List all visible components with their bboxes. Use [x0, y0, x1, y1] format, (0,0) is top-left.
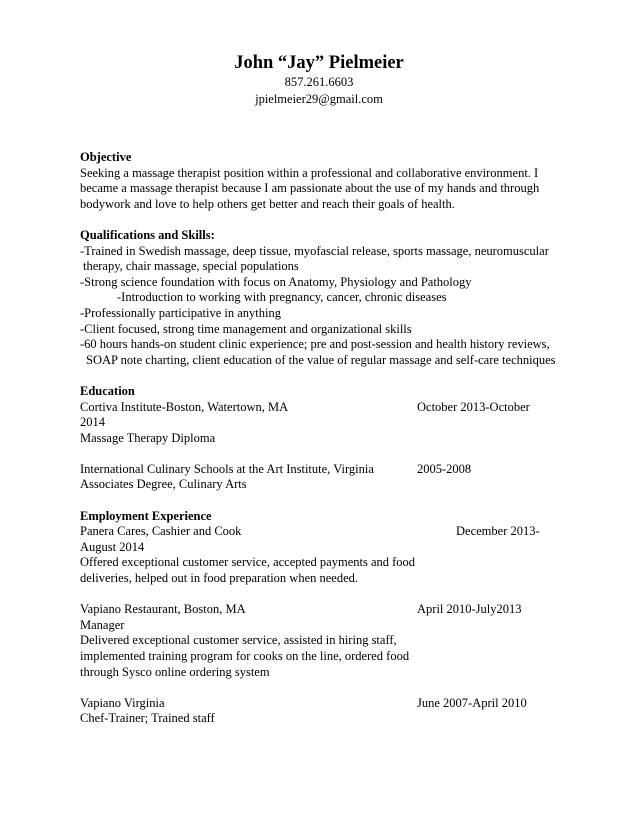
job-title: Chef-Trainer; Trained staff [80, 711, 215, 726]
qualifications-section [80, 228, 560, 368]
education-dates: October 2013-October [417, 399, 530, 414]
objective-section [80, 150, 560, 212]
qualification-line: therapy, chair massage, special populations [83, 259, 299, 274]
job-detail: implemented training program for cooks on the line, ordered food [80, 649, 410, 663]
job-detail: deliveries, helped out in food preparation when needed. [80, 571, 359, 586]
job-employer: Vapiano Virginia [80, 695, 165, 710]
section-heading-objective: Objective [80, 150, 132, 164]
education-dates-continued: 2014 [80, 415, 105, 430]
job-detail: through Sysco online ordering system [80, 664, 270, 679]
job-dates: June 2007-April 2010 [417, 695, 527, 710]
job-detail: Delivered exceptional customer service, assisted in hiring staff, [80, 633, 397, 648]
education-section [80, 384, 560, 493]
candidate-name: John “Jay” Pielmeier [234, 53, 404, 73]
resume-header [0, 52, 638, 108]
qualification-line: -Introduction to working with pregnancy, cancer, chronic diseases [117, 290, 447, 305]
job-entry [80, 602, 560, 618]
objective-line: became a massage therapist because I am passionate about the use of my hands and through [80, 181, 540, 196]
section-heading-education: Education [80, 383, 135, 398]
education-dates: 2005-2008 [417, 461, 472, 476]
phone-number: 857.261.6603 [284, 75, 354, 89]
education-entry [80, 462, 560, 478]
education-credential: Associates Degree, Culinary Arts [80, 477, 247, 492]
section-heading-employment: Employment Experience [80, 508, 212, 523]
section-heading-qualifications: Qualifications and Skills: [80, 227, 215, 242]
objective-line: bodywork and love to help others get better and reach their goals of health. [80, 196, 455, 211]
qualification-line: -Strong science foundation with focus on Anatomy, Physiology and Pathology [80, 274, 472, 289]
qualification-line: -Professionally participative in anything [80, 305, 281, 320]
qualification-line: -60 hours hands-on student clinic experience; pre and post-session and health history reviews, [80, 337, 550, 352]
email-address: jpielmeier29@gmail.com [255, 92, 383, 106]
objective-line: Seeking a massage therapist position within a professional and collaborative environment. I [80, 165, 539, 180]
education-entry [80, 400, 560, 416]
resume-body [80, 150, 560, 727]
education-credential: Massage Therapy Diploma [80, 430, 216, 445]
job-employer: Panera Cares, Cashier and Cook [80, 524, 242, 539]
job-detail: Offered exceptional customer service, accepted payments and food [80, 555, 416, 570]
qualification-line: -Client focused, strong time management and organizational skills [80, 321, 412, 336]
job-dates: December 2013- [456, 524, 540, 539]
job-entry [80, 696, 560, 712]
employment-section [80, 509, 560, 727]
job-title: Manager [80, 617, 125, 632]
education-school: Cortiva Institute-Boston, Watertown, MA [80, 399, 289, 414]
education-school: International Culinary Schools at the Art Institute, Virginia [80, 461, 374, 476]
qualification-line: -Trained in Swedish massage, deep tissue, myofascial release, sports massage, neuromuscular [80, 243, 549, 258]
job-entry [80, 524, 560, 540]
job-employer: Vapiano Restaurant, Boston, MA [80, 602, 246, 617]
job-dates: April 2010-July2013 [417, 602, 522, 617]
qualification-line: SOAP note charting, client education of the value of regular massage and self-care techniques [86, 352, 556, 367]
job-dates-continued: August 2014 [80, 539, 145, 554]
